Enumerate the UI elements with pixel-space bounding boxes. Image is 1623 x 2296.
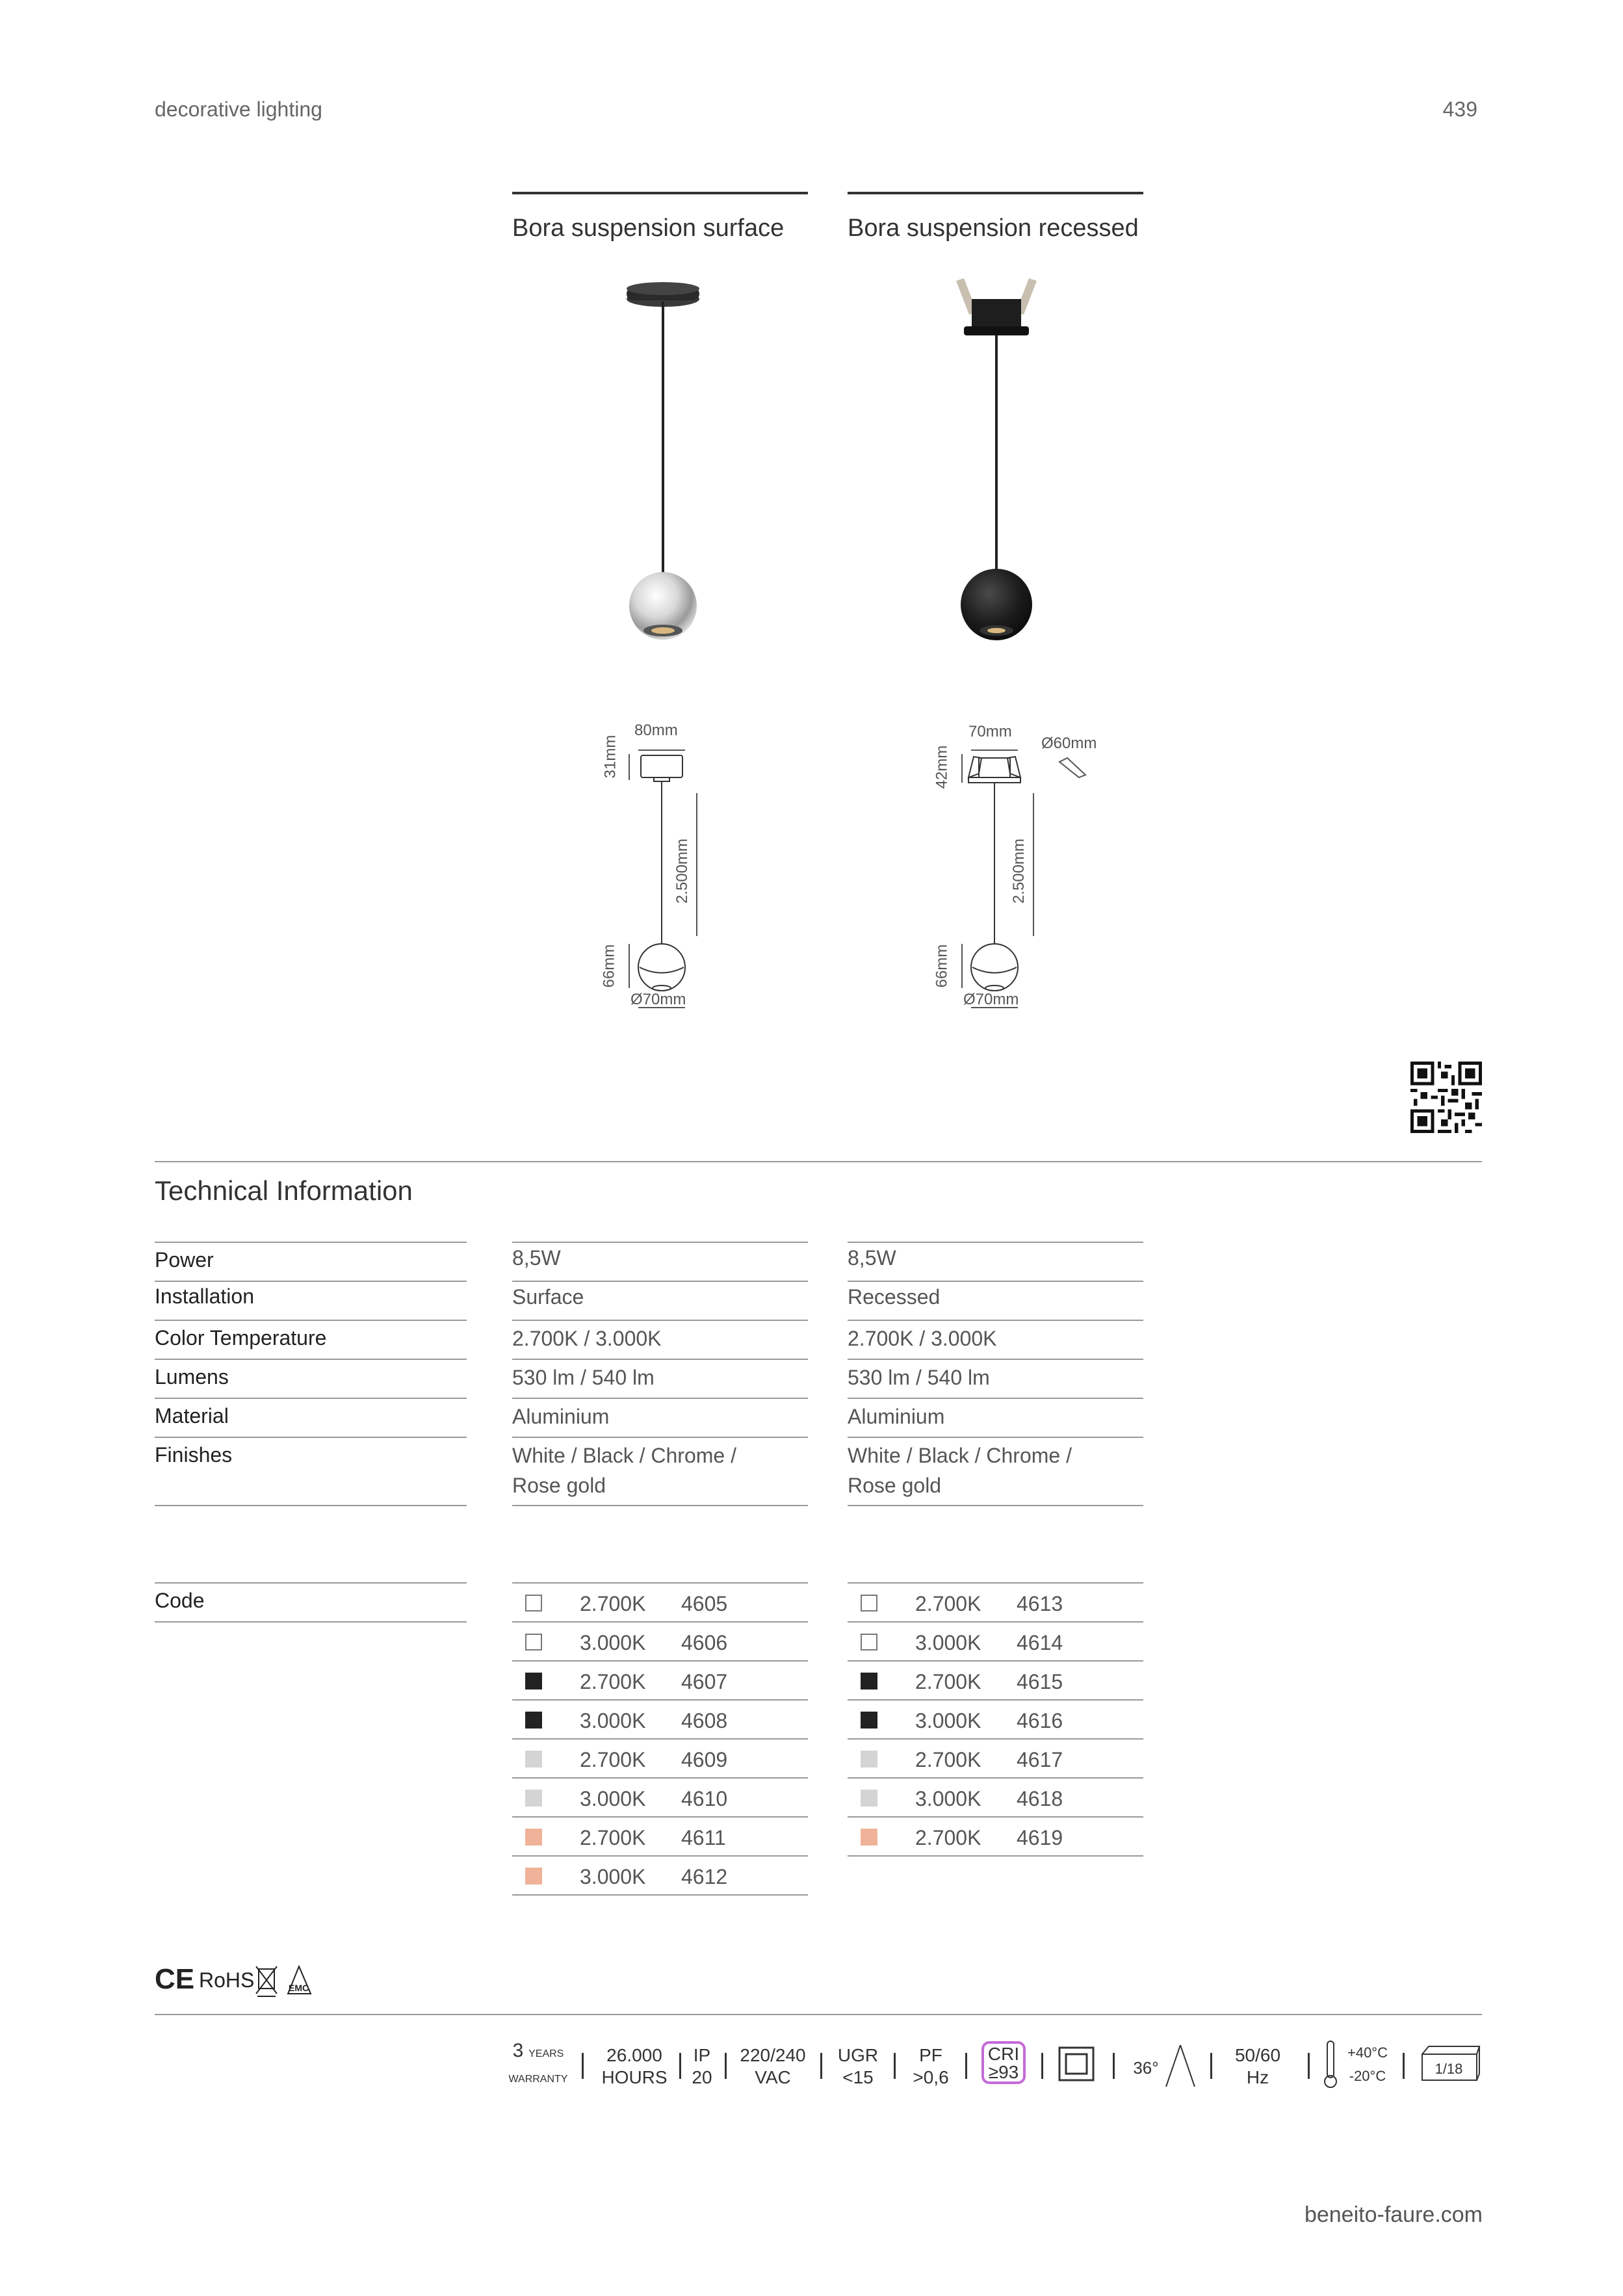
dim-head-diameter: Ø70mm xyxy=(630,991,686,1008)
feature-separator xyxy=(1210,2053,1212,2079)
code-number: 4611 xyxy=(681,1826,726,1849)
dim-canopy-width: 70mm xyxy=(968,723,1012,740)
spec-label-lumens: Lumens xyxy=(155,1365,229,1389)
dim-head-height: 66mm xyxy=(933,944,951,988)
spec-row xyxy=(512,1243,808,1282)
technical-information-title: Technical Information xyxy=(155,1175,413,1206)
feature-pack-quantity: 1/18 xyxy=(1435,2061,1463,2077)
code-row xyxy=(512,1857,808,1896)
finish-swatch xyxy=(525,1868,542,1885)
feature-separator xyxy=(965,2053,967,2079)
code-color-temperature: 2.700K xyxy=(580,1826,646,1849)
code-row xyxy=(512,1818,808,1857)
ce-mark: CE xyxy=(155,1963,195,1995)
code-row xyxy=(512,1584,808,1623)
code-number: 4617 xyxy=(1017,1748,1063,1771)
spec-row xyxy=(155,1399,467,1438)
spec-row xyxy=(155,1438,467,1506)
spec-value: 8,5W xyxy=(512,1246,561,1270)
spec-row xyxy=(848,1438,1143,1506)
page-number: 439 xyxy=(1442,98,1477,121)
feature-ip-rating: IP 20 xyxy=(692,2045,712,2087)
code-row xyxy=(848,1740,1143,1779)
code-row xyxy=(848,1779,1143,1818)
spec-value: 530 lm / 540 lm xyxy=(512,1366,655,1389)
spec-row xyxy=(512,1282,808,1321)
product-title-recessed: Bora suspension recessed xyxy=(848,215,1139,242)
spec-label-power: Power xyxy=(155,1248,214,1272)
product-image-recessed xyxy=(951,273,1042,650)
features-divider xyxy=(155,2014,1482,2015)
feature-beam-angle: 36° xyxy=(1133,2058,1159,2078)
feature-ugr: UGR <15 xyxy=(837,2045,879,2087)
spec-value: 2.700K / 3.000K xyxy=(512,1327,662,1350)
code-color-temperature: 2.700K xyxy=(915,1826,981,1849)
svg-text:EMC: EMC xyxy=(289,1983,309,1993)
finish-swatch xyxy=(525,1595,542,1611)
finish-swatch xyxy=(525,1790,542,1807)
finish-swatch xyxy=(525,1751,542,1768)
dim-cable: 2.500mm xyxy=(673,838,691,904)
spec-row xyxy=(848,1399,1143,1438)
code-row xyxy=(848,1818,1143,1857)
feature-operating-temperature: +40°C -20°C xyxy=(1347,2044,1388,2084)
feature-frequency: 50/60 Hz xyxy=(1234,2045,1281,2087)
code-color-temperature: 3.000K xyxy=(915,1631,981,1654)
beam-angle-icon xyxy=(1162,2041,1199,2088)
finish-swatch xyxy=(525,1712,542,1729)
spec-value: White / Black / Chrome / Rose gold xyxy=(848,1444,1072,1497)
code-number: 4612 xyxy=(681,1865,728,1888)
code-number: 4607 xyxy=(681,1670,728,1693)
code-number: 4613 xyxy=(1017,1592,1063,1615)
finish-swatch xyxy=(861,1712,877,1729)
dimension-drawing-recessed xyxy=(929,715,1124,1021)
website-link[interactable]: beneito-faure.com xyxy=(1304,2202,1483,2227)
spec-row xyxy=(512,1321,808,1360)
feature-separator xyxy=(582,2053,584,2079)
dim-canopy-width: 80mm xyxy=(634,722,678,739)
dimension-drawing-surface xyxy=(598,715,728,1021)
code-number: 4606 xyxy=(681,1631,728,1654)
finish-swatch xyxy=(861,1790,877,1807)
dim-head-diameter: Ø70mm xyxy=(963,991,1019,1008)
spec-row xyxy=(848,1243,1143,1282)
code-number: 4614 xyxy=(1017,1631,1063,1654)
feature-warranty: 3 YEARS WARRANTY xyxy=(508,2040,568,2085)
feature-lifetime: 26.000 HOURS xyxy=(601,2045,668,2087)
spec-row xyxy=(512,1399,808,1438)
code-row xyxy=(512,1623,808,1662)
spec-row xyxy=(512,1438,808,1506)
code-row xyxy=(848,1584,1143,1623)
spec-value: Aluminium xyxy=(512,1405,610,1428)
dim-canopy-height: 42mm xyxy=(933,745,951,789)
feature-separator xyxy=(1113,2053,1115,2079)
code-color-temperature: 2.700K xyxy=(580,1670,646,1693)
spec-row xyxy=(155,1584,467,1623)
spec-row xyxy=(848,1282,1143,1321)
finish-swatch xyxy=(861,1595,877,1611)
code-row xyxy=(512,1779,808,1818)
thermometer-icon xyxy=(1322,2039,1339,2091)
code-color-temperature: 3.000K xyxy=(580,1865,646,1888)
code-number: 4615 xyxy=(1017,1670,1063,1693)
product-rule xyxy=(512,192,808,194)
class-ii-icon xyxy=(1058,2046,1097,2083)
finish-swatch xyxy=(861,1673,877,1689)
code-label: Code xyxy=(155,1589,205,1612)
spec-row xyxy=(512,1360,808,1399)
finish-swatch xyxy=(861,1751,877,1768)
spec-value: 530 lm / 540 lm xyxy=(848,1366,990,1389)
spec-value: 2.700K / 3.000K xyxy=(848,1327,997,1350)
code-row xyxy=(512,1662,808,1701)
spec-value: Aluminium xyxy=(848,1405,945,1428)
code-color-temperature: 2.700K xyxy=(580,1592,646,1615)
spec-value: 8,5W xyxy=(848,1246,896,1270)
code-number: 4616 xyxy=(1017,1709,1063,1732)
dim-cutout: Ø60mm xyxy=(1041,735,1097,752)
weee-bin-icon xyxy=(256,1966,277,1996)
feature-separator xyxy=(1041,2053,1043,2079)
finish-swatch xyxy=(861,1829,877,1846)
finish-swatch xyxy=(525,1634,542,1650)
product-image-surface xyxy=(617,280,708,650)
code-color-temperature: 2.700K xyxy=(915,1670,981,1693)
feature-cri: CRI ≥93 xyxy=(981,2041,1026,2084)
spec-row xyxy=(155,1321,467,1360)
spec-row xyxy=(848,1360,1143,1399)
code-color-temperature: 3.000K xyxy=(580,1787,646,1810)
spec-row xyxy=(155,1243,467,1282)
dim-canopy-height: 31mm xyxy=(601,735,619,779)
rohs-mark: RoHS xyxy=(199,1968,255,1992)
code-color-temperature: 3.000K xyxy=(580,1631,646,1654)
product-rule xyxy=(848,192,1143,194)
code-color-temperature: 3.000K xyxy=(580,1709,646,1732)
code-row xyxy=(848,1623,1143,1662)
feature-separator xyxy=(725,2053,727,2079)
spec-value: Surface xyxy=(512,1285,584,1309)
dim-cable: 2.500mm xyxy=(1010,838,1028,904)
finish-swatch xyxy=(861,1634,877,1650)
qr-code[interactable] xyxy=(1410,1062,1482,1133)
spec-label-material: Material xyxy=(155,1404,229,1428)
section-divider xyxy=(155,1161,1482,1162)
spec-label-finishes: Finishes xyxy=(155,1443,233,1467)
spec-value: Recessed xyxy=(848,1285,941,1309)
finish-swatch xyxy=(525,1673,542,1689)
feature-power-factor: PF >0,6 xyxy=(913,2045,949,2087)
certification-logos xyxy=(155,1960,350,1999)
section-title: decorative lighting xyxy=(155,98,322,121)
feature-separator xyxy=(894,2053,896,2079)
feature-voltage: 220/240 VAC xyxy=(740,2045,806,2087)
emc-icon xyxy=(288,1966,311,1994)
feature-separator xyxy=(1308,2053,1310,2079)
spec-row xyxy=(848,1321,1143,1360)
code-color-temperature: 2.700K xyxy=(580,1748,646,1771)
dim-head-height: 66mm xyxy=(600,944,618,988)
code-color-temperature: 2.700K xyxy=(915,1592,981,1615)
feature-separator xyxy=(679,2053,681,2079)
code-number: 4608 xyxy=(681,1709,728,1732)
spec-value: White / Black / Chrome / Rose gold xyxy=(512,1444,736,1497)
code-row xyxy=(512,1701,808,1740)
code-color-temperature: 2.700K xyxy=(915,1748,981,1771)
finish-swatch xyxy=(525,1829,542,1846)
code-number: 4605 xyxy=(681,1592,728,1615)
code-color-temperature: 3.000K xyxy=(915,1709,981,1732)
code-number: 4618 xyxy=(1017,1787,1063,1810)
code-number: 4609 xyxy=(681,1748,728,1771)
spec-label-installation: Installation xyxy=(155,1285,254,1308)
spec-row xyxy=(155,1360,467,1399)
spec-label-color-temperature: Color Temperature xyxy=(155,1326,327,1350)
code-color-temperature: 3.000K xyxy=(915,1787,981,1810)
code-row xyxy=(848,1701,1143,1740)
feature-separator xyxy=(1403,2053,1405,2079)
product-title-surface: Bora suspension surface xyxy=(512,215,785,242)
code-number: 4619 xyxy=(1017,1826,1063,1849)
spec-row xyxy=(155,1282,467,1321)
code-number: 4610 xyxy=(681,1787,728,1810)
feature-separator xyxy=(820,2053,822,2079)
code-row xyxy=(848,1662,1143,1701)
code-row xyxy=(512,1740,808,1779)
